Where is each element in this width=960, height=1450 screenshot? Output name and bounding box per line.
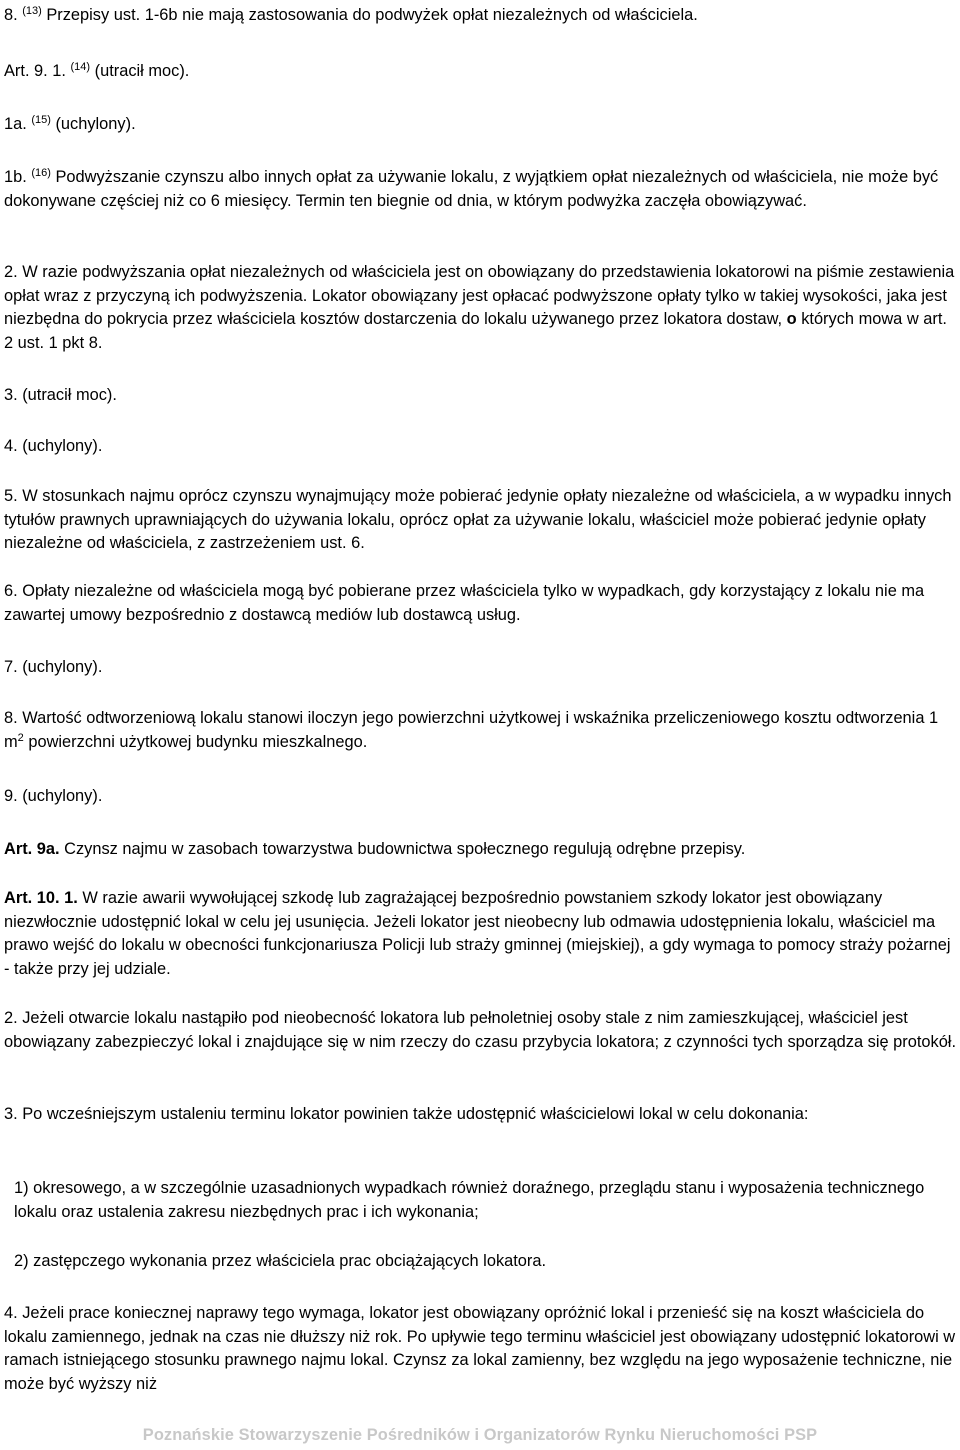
paragraph-art-10-1 xyxy=(4,887,958,981)
paragraph-text: 2. Jeżeli otwarcie lokalu nastąpiło pod nieobecność lokatora lub pełnoletniej osoby stale z nim zamieszkującej, właściciel jest obowiązany zabezpieczyć lokal i znajdujące się w nim rzeczy do czasu przybycia lokatora; z czynności tych sporządza się protokół. xyxy=(4,1009,957,1051)
footnote-ref: (16) xyxy=(31,167,51,179)
paragraph-2 xyxy=(4,261,958,355)
paragraph-text: (utracił moc). xyxy=(90,62,190,80)
paragraph-text: 5. W stosunkach najmu oprócz czynszu wynajmujący może pobierać jedynie opłaty niezależne od właściciela, a w wypadku innych tytułów prawnych uprawniających do używania lokalu, oprócz opłat za używanie lokalu, właściciel może pobierać jedynie opłaty niezależne od właściciela, z zastrzeżeniem ust. 6. xyxy=(4,487,952,552)
paragraph-4 xyxy=(4,435,958,459)
paragraph-text: 7. (uchylony). xyxy=(4,658,103,676)
paragraph-10-4 xyxy=(4,1302,958,1396)
paragraph-10-3 xyxy=(4,1103,958,1127)
paragraph-10-3-2 xyxy=(4,1250,960,1274)
paragraph-5 xyxy=(4,485,958,556)
paragraph-text: 4. (uchylony). xyxy=(4,437,103,455)
paragraph-3 xyxy=(4,384,958,408)
page-footer: Poznańskie Stowarzyszenie Pośredników i Organizatorów Rynku Nieruchomości PSP xyxy=(142,1426,818,1444)
bold-text: Art. 9a. xyxy=(4,840,60,858)
paragraph-text: Art. 9. 1. xyxy=(4,62,71,80)
paragraph-text: (uchylony). xyxy=(50,115,136,133)
footnote-ref: (13) xyxy=(22,5,42,17)
paragraph-text: Podwyższanie czynszu albo innych opłat za używanie lokalu, z wyjątkiem opłat niezależnych od właściciela, nie może być dokonywane częściej niż co 6 miesięcy. Termin ten biegnie od dnia, w którym podwyżka zaczęła obowiązywać. xyxy=(4,168,939,210)
footnote-ref: (14) xyxy=(70,61,91,73)
paragraph-text: 8. xyxy=(4,6,23,24)
paragraph-text: 1) okresowego, a w szczególnie uzasadnionych wypadkach również doraźnego, przeglądu stanu i wyposażenia technicznego lokalu oraz ustalenia zakresu niezbędnych prac i ich wykonania; xyxy=(14,1179,925,1221)
paragraph-text: 3. Po wcześniejszym ustaleniu terminu lokator powinien także udostępnić właścicielowi lokal w celu dokonania: xyxy=(4,1105,809,1123)
paragraph-text: 2. W razie podwyższania opłat niezależnych od właściciela jest on obowiązany do przedstawienia lokatorowi na piśmie zestawienia opłat wraz z przyczyną ich podwyższenia. Lokator obowiązany jest opłacać podwyższone opłaty tylko w takiej wysokości, jaka jest niezbędna do pokrycia przez właściciela kosztów dostarczenia do lokalu używanego przez lokatora dostaw, xyxy=(4,263,955,328)
paragraph-text: 6. Opłaty niezależne od właściciela mogą być pobierane przez właściciela tylko w wypadkach, gdy korzystający z lokalu nie ma zawartej umowy bezpośrednio z dostawcą mediów lub dostawcą usług. xyxy=(4,582,925,624)
paragraph-text: W razie awarii wywołującej szkodę lub zagrażającej bezpośrednio powstaniem szkody lokator jest obowiązany niezwłocznie udostępnić lokal w celu jej usunięcia. Jeżeli lokator jest nieobecny lub odmawia udostępnienia lokalu, właściciel ma prawo wejść do lokalu w obecności funkcjonariusza Policji lub straży gminnej (miejskiej), a gdy wymaga to pomocy straży pożarnej - także przy jej udziale. xyxy=(4,889,951,978)
paragraph-6 xyxy=(4,580,958,627)
paragraph-text: 1b. xyxy=(4,168,32,186)
footnote-ref: 2 xyxy=(17,731,24,744)
paragraph-8-13 xyxy=(4,4,958,28)
paragraph-text: 1a. xyxy=(4,115,32,133)
paragraph-1b xyxy=(4,166,958,213)
paragraph-art-9-1 xyxy=(4,60,958,84)
paragraph-10-2 xyxy=(4,1007,958,1054)
paragraph-text: 4. Jeżeli prace koniecznej naprawy tego wymaga, lokator jest obowiązany opróżnić lokal i przenieść się na koszt właściciela do lokalu zamiennego, jednak na czas nie dłuższy niż rok. Po upływie tego terminu właściciel jest obowiązany udostępnić lokatorowi w ramach istniejącego stosunku prawnego najmu lokal. Czynsz za lokal zamienny, bez względu na jego wyposażenie techniczne, nie może być wyższy niż xyxy=(4,1304,956,1393)
paragraph-text: 2) zastępczego wykonania przez właściciela prac obciążających lokatora. xyxy=(14,1252,547,1270)
paragraph-text: Czynsz najmu w zasobach towarzystwa budownictwa społecznego regulują odrębne przepisy. xyxy=(59,840,746,858)
paragraph-9 xyxy=(4,785,958,809)
paragraph-1a xyxy=(4,113,958,137)
paragraph-8 xyxy=(4,707,958,754)
paragraph-text: Przepisy ust. 1-6b nie mają zastosowania do podwyżek opłat niezależnych od właściciela. xyxy=(41,6,698,24)
paragraph-text: 9. (uchylony). xyxy=(4,787,103,805)
paragraph-art-9a xyxy=(4,838,958,862)
paragraph-text: 3. (utracił moc). xyxy=(4,386,117,404)
bold-text: o xyxy=(786,310,797,328)
paragraph-10-3-1 xyxy=(4,1177,960,1224)
paragraph-text: powierzchni użytkowej budynku mieszkalnego. xyxy=(23,732,368,751)
footnote-ref: (15) xyxy=(31,114,51,126)
paragraph-text: 8. Wartość odtworzeniową lokalu stanowi iloczyn jego powierzchni użytkowej i wskaźnika przeliczeniowego kosztu odtworzenia 1 m xyxy=(4,709,939,751)
paragraph-text: których mowa w art. 2 ust. 1 pkt 8. xyxy=(4,310,947,352)
paragraph-7 xyxy=(4,656,958,680)
bold-text: Art. 10. 1. xyxy=(4,889,78,907)
